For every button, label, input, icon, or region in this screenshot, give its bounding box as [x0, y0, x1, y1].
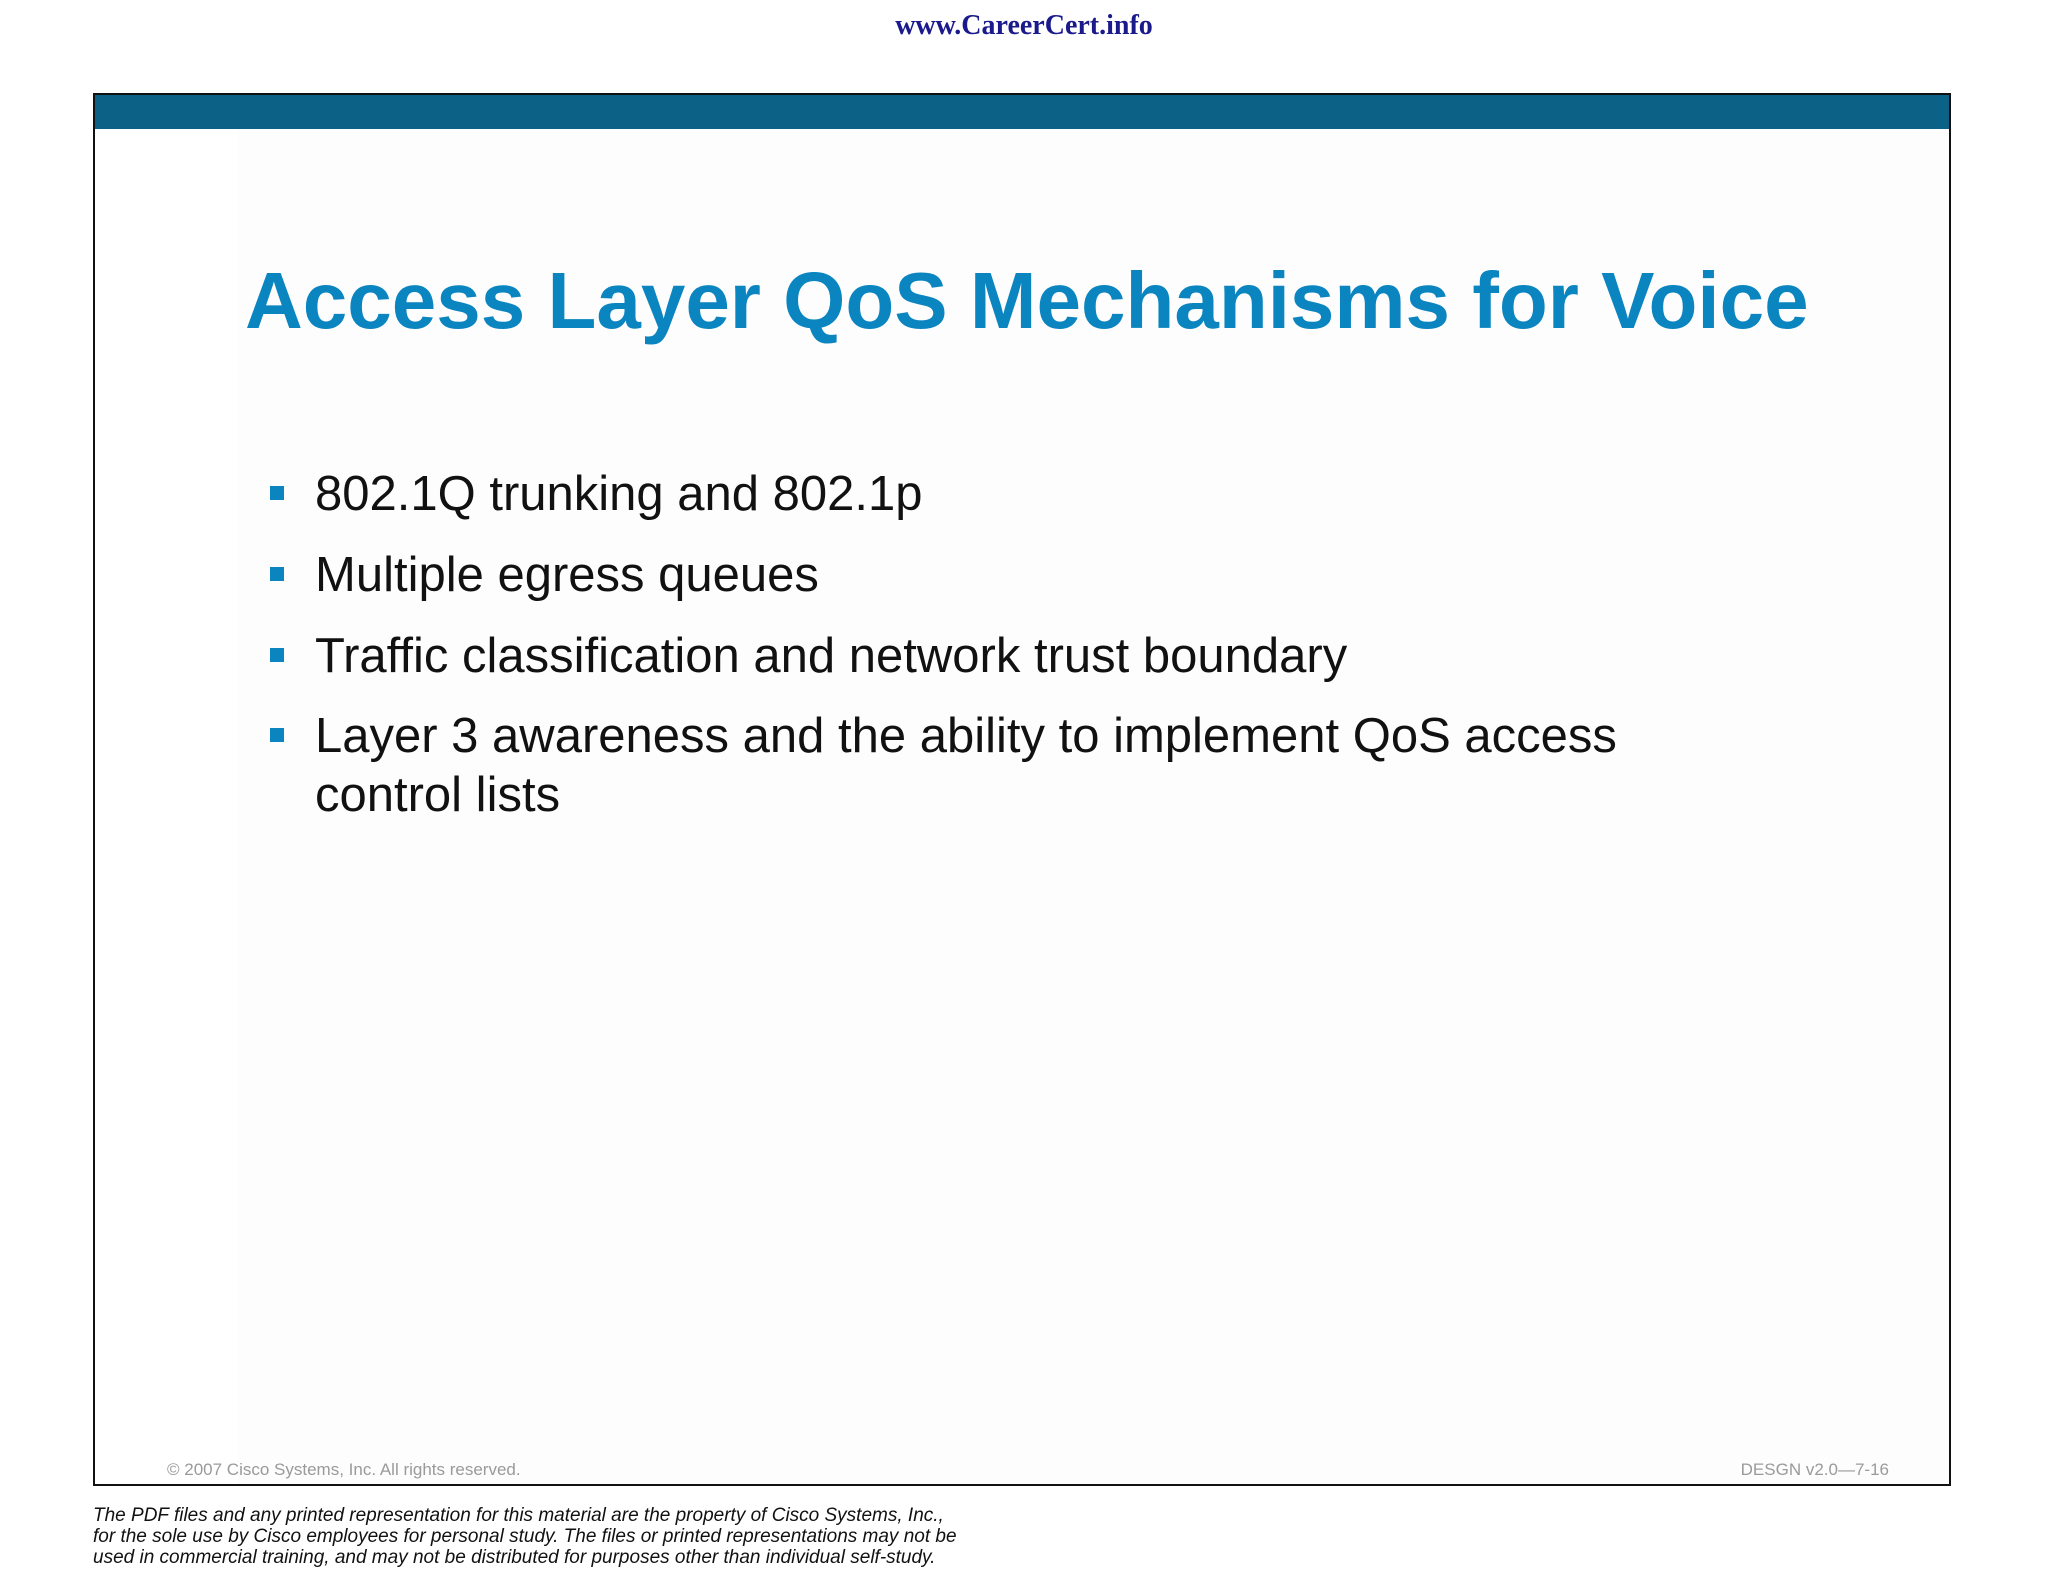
- copyright-notice: © 2007 Cisco Systems, Inc. All rights reserved.: [167, 1460, 521, 1479]
- bullet-item: [270, 465, 1750, 524]
- bullet-text: Layer 3 awareness and the ability to implement QoS access control lists: [315, 709, 1617, 823]
- bullet-text: Traffic classification and network trust boundary: [315, 628, 1348, 683]
- square-bullet-icon: [270, 728, 284, 742]
- bullet-item: [270, 707, 1750, 825]
- square-bullet-icon: [270, 567, 284, 581]
- slide: [93, 93, 1951, 1486]
- square-bullet-icon: [270, 486, 284, 500]
- slide-title: Access Layer QoS Mechanisms for Voice: [245, 256, 1809, 345]
- bullet-list: [270, 465, 1750, 847]
- disclaimer: [93, 1505, 1193, 1568]
- bullet-text: Multiple egress queues: [315, 547, 819, 602]
- disclaimer-line: used in commercial training, and may not be distributed for purposes other than individual self-study.: [93, 1547, 936, 1568]
- site-header: www.CareerCert.info: [895, 10, 1153, 41]
- square-bullet-icon: [270, 648, 284, 662]
- disclaimer-line: for the sole use by Cisco employees for personal study. The files or printed representations may not be: [93, 1526, 957, 1547]
- bullet-item: [270, 546, 1750, 605]
- disclaimer-line: The PDF files and any printed representation for this material are the property of Cisco Systems, Inc.,: [93, 1505, 944, 1526]
- bullet-item: [270, 627, 1750, 686]
- slide-header-band: [95, 95, 1949, 129]
- bullet-text: 802.1Q trunking and 802.1p: [315, 467, 923, 521]
- slide-number: DESGN v2.0—7-16: [1740, 1460, 1889, 1479]
